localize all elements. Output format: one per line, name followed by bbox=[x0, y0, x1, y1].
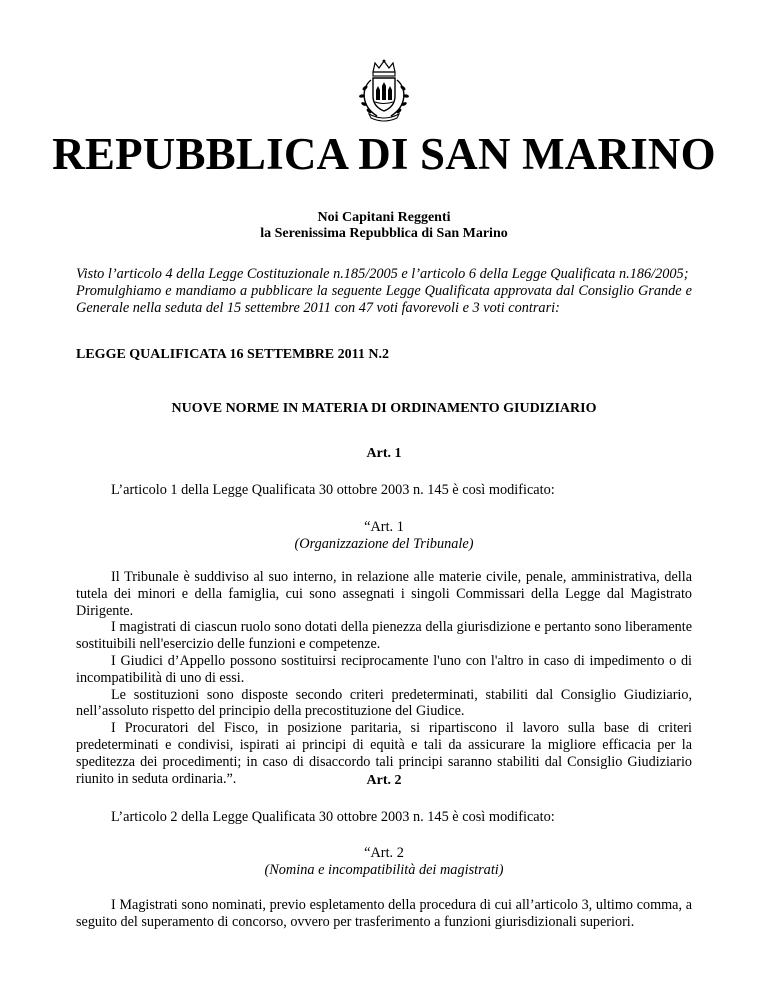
quoted-article-number: “Art. 2 bbox=[364, 845, 404, 861]
article-heading: Art. 1 bbox=[366, 446, 402, 461]
article-body bbox=[76, 897, 692, 931]
body-paragraph: Il Tribunale è suddiviso al suo interno, in relazione alle materie civile, penale, amministrativa, della tutela dei minori e della famiglia, cui sono assegnati i singoli Commissari della Legge dal Magistrato Dirigente. bbox=[76, 569, 692, 619]
article-intro: L’articolo 1 della Legge Qualificata 30 ottobre 2003 n. 145 è così modificato: bbox=[111, 482, 555, 498]
preamble-paragraph: Visto l’articolo 4 della Legge Costituzionale n.185/2005 e l’articolo 6 della Legge Qualificata n.186/2005; bbox=[76, 266, 689, 282]
article-body bbox=[76, 569, 692, 787]
quoted-article-number: “Art. 1 bbox=[364, 519, 404, 535]
quoted-article-subtitle: (Nomina e incompatibilità dei magistrati) bbox=[264, 862, 504, 878]
body-paragraph: I Giudici d’Appello possono sostituirsi reciprocamente l'uno con l'altro in caso di impedimento o di incompatibilità di uno di essi. bbox=[76, 652, 692, 686]
issuer-line-2: la Serenissima Repubblica di San Marino bbox=[260, 226, 508, 241]
preamble bbox=[76, 266, 692, 316]
body-paragraph: I Magistrati sono nominati, previo espletamento della procedura di cui all’articolo 3, ultimo comma, a seguito del superamento di concorso, ovvero per trasferimento a funzioni giurisdizionali superiori. bbox=[76, 897, 692, 930]
body-paragraph: Le sostituzioni sono disposte secondo criteri predeterminati, stabiliti dal Consiglio Giudiziario, nell’assoluto rispetto del principio della precostituzione del Giudice. bbox=[76, 686, 692, 720]
body-paragraph: I Procuratori del Fisco, in posizione paritaria, si ripartiscono il lavoro sulla base di criteri predeterminati e condivisi, ispirati ai principi di equità e tali da assicurare la migliore efficacia per la speditezza dei procedimenti; in caso di disaccordo tali principi saranno stabiliti dal Consiglio Giudiziario riunito in seduta ordinaria.”. bbox=[76, 720, 692, 787]
law-title: NUOVE NORME IN MATERIA DI ORDINAMENTO GIUDIZIARIO bbox=[171, 401, 597, 416]
quoted-article-heading bbox=[0, 519, 768, 553]
article-heading: Art. 2 bbox=[366, 773, 402, 788]
issuer-line-1: Noi Capitani Reggenti bbox=[317, 210, 451, 225]
issuer-block bbox=[0, 210, 768, 242]
san-marino-coat-of-arms-icon bbox=[353, 58, 415, 122]
quoted-article-subtitle: (Organizzazione del Tribunale) bbox=[294, 536, 474, 552]
quoted-article-heading bbox=[0, 845, 768, 879]
page-title: REPUBBLICA DI SAN MARINO bbox=[52, 129, 716, 179]
preamble-paragraph: Promulghiamo e mandiamo a pubblicare la seguente Legge Qualificata approvata dal Consiglio Grande e Generale nella seduta del 15 settembre 2011 con 47 voti favorevoli e 3 voti contrari: bbox=[76, 282, 692, 316]
body-paragraph: I magistrati di ciascun ruolo sono dotati della pienezza della giurisdizione e pertanto sono liberamente sostituibili nell'esercizio delle funzioni e competenze. bbox=[76, 619, 692, 653]
article-intro: L’articolo 2 della Legge Qualificata 30 ottobre 2003 n. 145 è così modificato: bbox=[111, 809, 555, 825]
law-number: LEGGE QUALIFICATA 16 SETTEMBRE 2011 N.2 bbox=[76, 347, 389, 362]
